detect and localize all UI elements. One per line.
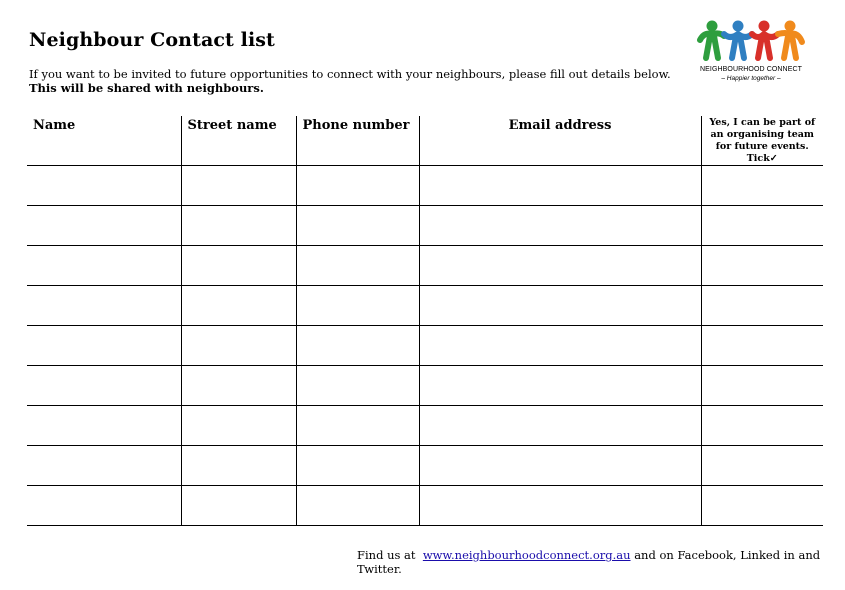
tick-cell[interactable]	[701, 246, 823, 286]
logo-brand-text: NEIGHBOURHOOD CONNECT	[699, 66, 803, 73]
tick-cell[interactable]	[701, 286, 823, 326]
table-row	[27, 486, 823, 526]
column-header-name: Name	[27, 116, 181, 166]
footer-text	[357, 548, 845, 576]
name-cell[interactable]	[27, 446, 181, 486]
phone-cell[interactable]	[296, 286, 419, 326]
tick-cell[interactable]	[701, 446, 823, 486]
table-row	[27, 446, 823, 486]
table-row	[27, 246, 823, 286]
column-header-phone: Phone number	[296, 116, 419, 166]
column-header-street: Street name	[181, 116, 296, 166]
phone-cell[interactable]	[296, 326, 419, 366]
tick-cell[interactable]	[701, 166, 823, 206]
street-cell[interactable]	[181, 286, 296, 326]
email-cell[interactable]	[419, 366, 701, 406]
email-cell[interactable]	[419, 286, 701, 326]
email-cell[interactable]	[419, 206, 701, 246]
street-cell[interactable]	[181, 166, 296, 206]
phone-cell[interactable]	[296, 486, 419, 526]
street-cell[interactable]	[181, 446, 296, 486]
table-row	[27, 406, 823, 446]
email-cell[interactable]	[419, 326, 701, 366]
tick-cell[interactable]	[701, 486, 823, 526]
name-cell[interactable]	[27, 206, 181, 246]
name-cell[interactable]	[27, 166, 181, 206]
email-cell[interactable]	[419, 486, 701, 526]
website-link[interactable]: www.neighbourhoodconnect.org.au	[422, 548, 631, 562]
phone-cell[interactable]	[296, 246, 419, 286]
table-row	[27, 206, 823, 246]
tick-cell[interactable]	[701, 366, 823, 406]
street-cell[interactable]	[181, 406, 296, 446]
neighbourhood-connect-logo	[694, 18, 808, 86]
phone-cell[interactable]	[296, 166, 419, 206]
name-cell[interactable]	[27, 246, 181, 286]
column-header-organising-team: Yes, I can be part of an organising team for future events. Tick✓	[701, 116, 823, 166]
intro-line-2: This will be shared with neighbours.	[29, 81, 264, 95]
email-cell[interactable]	[419, 406, 701, 446]
table-row	[27, 166, 823, 206]
footer-prefix: Find us at	[357, 548, 416, 562]
table-row	[27, 366, 823, 406]
name-cell[interactable]	[27, 486, 181, 526]
column-header-email: Email address	[419, 116, 701, 166]
phone-cell[interactable]	[296, 446, 419, 486]
street-cell[interactable]	[181, 366, 296, 406]
name-cell[interactable]	[27, 406, 181, 446]
people-holding-hands-icon	[694, 18, 808, 66]
page-title: Neighbour Contact list	[29, 29, 275, 51]
phone-cell[interactable]	[296, 406, 419, 446]
tick-cell[interactable]	[701, 406, 823, 446]
email-cell[interactable]	[419, 446, 701, 486]
street-cell[interactable]	[181, 326, 296, 366]
name-cell[interactable]	[27, 326, 181, 366]
email-cell[interactable]	[419, 246, 701, 286]
tick-cell[interactable]	[701, 206, 823, 246]
name-cell[interactable]	[27, 286, 181, 326]
logo-tagline: – Happier together –	[721, 75, 781, 82]
intro-text	[29, 67, 671, 95]
phone-cell[interactable]	[296, 206, 419, 246]
contact-table	[27, 116, 823, 526]
street-cell[interactable]	[181, 486, 296, 526]
street-cell[interactable]	[181, 206, 296, 246]
name-cell[interactable]	[27, 366, 181, 406]
intro-line-1: If you want to be invited to future opportunities to connect with your neighbours, please fill out details below.	[29, 67, 671, 81]
table-header-row	[27, 116, 823, 166]
table-row	[27, 286, 823, 326]
street-cell[interactable]	[181, 246, 296, 286]
footer-suffix: and on Facebook, Linked in and Twitter.	[357, 548, 821, 576]
email-cell[interactable]	[419, 166, 701, 206]
tick-cell[interactable]	[701, 326, 823, 366]
table-row	[27, 326, 823, 366]
phone-cell[interactable]	[296, 366, 419, 406]
